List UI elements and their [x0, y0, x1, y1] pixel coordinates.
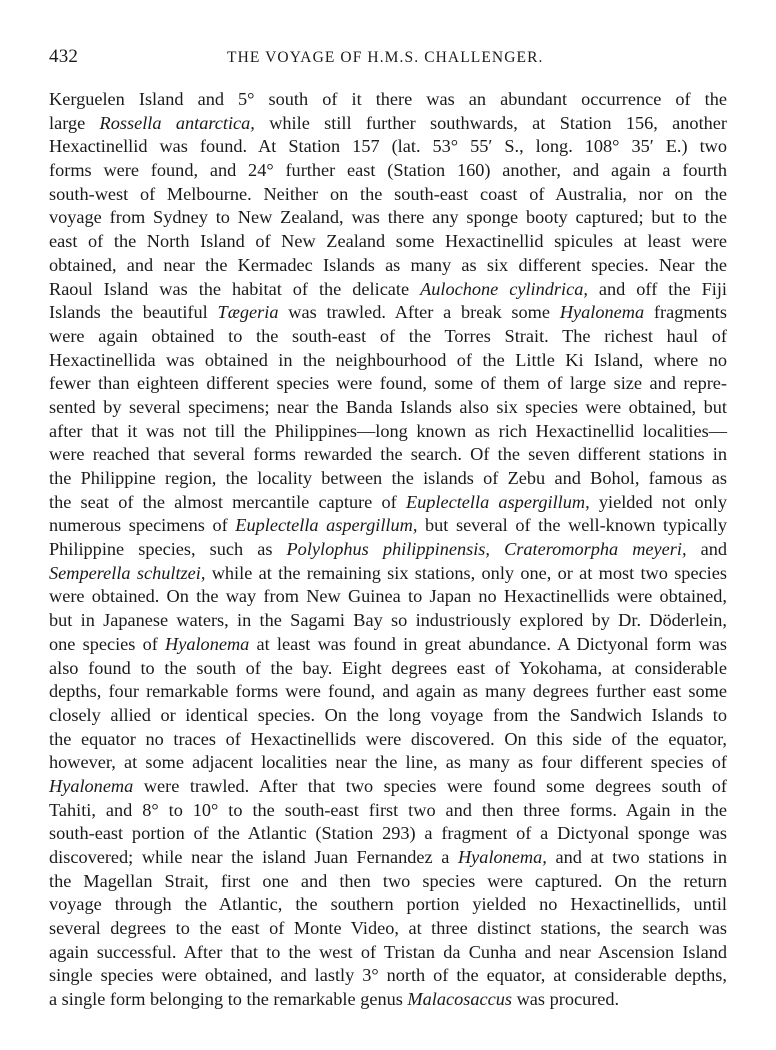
text-line	[49, 159, 727, 183]
text-line	[49, 301, 727, 325]
running-head	[49, 46, 729, 70]
text-run: were obtained. On the way from New Guinea to Japan no Hexactinellids were obtained,	[49, 586, 727, 607]
text-line	[49, 562, 727, 586]
text-run	[490, 539, 504, 559]
text-line	[49, 420, 727, 444]
text-line	[49, 799, 727, 823]
text-line	[49, 254, 727, 278]
text-run: voyage from Sydney to New Zealand, was there any sponge booty captured; but to the	[49, 207, 727, 228]
text-run: Kerguelen Island and 5° south of it there was an abundant occurrence of the	[49, 89, 727, 109]
text-line	[49, 870, 727, 894]
text-line	[49, 372, 727, 396]
italic-taxon-name: Hyalonema	[49, 775, 134, 796]
text-run: sented by several specimens; near the Banda Islands also six species were obtained, but	[49, 396, 727, 417]
text-line	[49, 514, 727, 538]
text-run: south-west of Melbourne. Neither on the south-east coast of Australia, nor on the	[49, 183, 727, 204]
text-run: discovered; while near the island Juan Fernandez a	[49, 847, 458, 867]
italic-taxon-name: Hyalonema	[165, 633, 250, 654]
text-run: single species were obtained, and lastly 3° north of the equator, at considerable depths,	[49, 965, 727, 986]
text-run: several degrees to the east of Monte Video, at three distinct stations, the search was	[49, 918, 727, 939]
text-line	[49, 657, 727, 681]
text-line	[49, 396, 727, 420]
text-line	[49, 728, 727, 752]
text-run: numerous specimens of	[49, 515, 236, 536]
text-run: fragments	[644, 302, 727, 323]
text-run: after that it was not till the Philippines—long known as rich Hexactinellid localities—	[49, 420, 727, 441]
italic-taxon-name: Tægeria	[217, 302, 279, 323]
italic-taxon-name: Hyalonema	[559, 302, 645, 323]
text-line	[49, 467, 727, 491]
text-run: and off the Fiji	[587, 278, 727, 299]
text-run: Raoul Island was the habitat of the delicate	[49, 278, 421, 299]
text-run: Islands the beautiful	[49, 302, 218, 323]
text-run: was trawled. After a break some	[278, 302, 560, 323]
text-line	[49, 964, 727, 988]
text-line	[49, 135, 727, 159]
text-line	[49, 206, 727, 230]
text-run: Philippine species, such as	[49, 539, 287, 560]
text-line	[49, 751, 727, 775]
text-run: forms were found, and 24° further east (Station 160) another, and again a fourth	[49, 160, 727, 181]
italic-taxon-name: Hyalonema,	[457, 847, 547, 867]
text-run: Tahiti, and 8° to 10° to the south-east first two and then three forms. Again in the	[49, 799, 727, 820]
text-run: again successful. After that to the west of Tristan da Cunha and near Ascension Island	[49, 941, 727, 962]
text-run: depths, four remarkable forms were found, and again as many degrees further east some	[49, 681, 727, 702]
text-line	[49, 893, 727, 917]
text-run: were trawled. After that two species were found some degrees south of	[133, 775, 727, 796]
text-line	[49, 278, 727, 302]
text-run: obtained, and near the Kermadec Islands as many as six different species. Near the	[49, 254, 727, 275]
text-run: but in Japanese waters, in the Sagami Bay so industriously explored by Dr. Döderlein,	[49, 610, 727, 631]
text-run: and	[686, 539, 727, 560]
italic-taxon-name: Polylophus philippinensis,	[286, 539, 490, 560]
text-run: east of the North Island of New Zealand some Hexactinellid spicules at least were	[49, 231, 727, 252]
text-run: one species of	[49, 633, 166, 654]
italic-taxon-name: Crateromorpha meyeri,	[504, 539, 687, 560]
text-line	[49, 183, 727, 207]
text-run: Hexactinellid was found. At Station 157 (lat. 53° 55′ S., long. 108° 35′ E.) two	[49, 136, 727, 157]
text-run: at least was found in great abundance. A Dictyonal form was	[249, 633, 727, 654]
text-run: also found to the south of the bay. Eight degrees east of Yokohama, at considerable	[49, 657, 727, 678]
text-run: the Magellan Strait, first one and then two species were captured. On the return	[49, 870, 727, 891]
text-run: were again obtained to the south-east of the Torres Strait. The richest haul of	[49, 325, 727, 346]
text-line	[49, 491, 727, 515]
text-run: south-east portion of the Atlantic (Station 293) a fragment of a Dictyonal sponge was	[49, 823, 727, 844]
italic-taxon-name: Euplectella aspergillum,	[235, 515, 418, 536]
text-line	[49, 846, 727, 870]
running-title: THE VOYAGE OF H.M.S. CHALLENGER.	[227, 49, 544, 66]
text-line	[49, 941, 727, 965]
text-line	[49, 585, 727, 609]
text-line	[49, 230, 727, 254]
text-line	[49, 112, 727, 136]
text-run: closely allied or identical species. On the long voyage from the Sandwich Islands to	[49, 704, 727, 725]
text-line	[49, 443, 727, 467]
text-run: were reached that several forms rewarded the search. Of the seven different stations in	[49, 444, 727, 465]
text-line	[49, 988, 727, 1012]
text-line	[49, 704, 727, 728]
page-number: 432	[49, 46, 79, 67]
text-run: however, at some adjacent localities near the line, as many as four different species of	[49, 752, 727, 773]
body-paragraph	[49, 88, 727, 1012]
text-line	[49, 349, 727, 373]
text-line	[49, 680, 727, 704]
text-line	[49, 609, 727, 633]
text-line	[49, 538, 727, 562]
italic-taxon-name: Rossella antarctica,	[99, 112, 255, 133]
text-run: but several of the well-known typically	[417, 515, 727, 536]
text-run: yielded not only	[589, 491, 727, 512]
text-run: fewer than eighteen different species were found, some of them of large size and repre-	[49, 373, 727, 394]
text-line	[49, 88, 727, 112]
text-run: the equator no traces of Hexactinellids were discovered. On this side of the equator,	[49, 728, 727, 749]
text-line	[49, 325, 727, 349]
text-run: was procured.	[512, 989, 620, 1010]
text-run: while still further southwards, at Station 156, another	[254, 112, 727, 133]
text-line	[49, 917, 727, 941]
text-run: large	[49, 112, 100, 133]
text-run: voyage through the Atlantic, the southern portion yielded no Hexactinellids, until	[49, 894, 727, 915]
italic-taxon-name: Aulochone cylindrica,	[420, 278, 588, 299]
text-run: the seat of the almost mercantile capture of	[49, 491, 406, 512]
text-line	[49, 775, 727, 799]
text-run: the Philippine region, the locality between the islands of Zebu and Bohol, famous as	[49, 468, 727, 488]
text-run: while at the remaining six stations, only one, or at most two species	[205, 562, 727, 583]
text-line	[49, 633, 727, 657]
italic-taxon-name: Semperella schultzei,	[49, 562, 206, 583]
italic-taxon-name: Euplectella aspergillum,	[405, 491, 590, 512]
italic-taxon-name: Malacosaccus	[407, 989, 513, 1010]
text-run: and at two stations in	[546, 847, 727, 867]
text-run: a single form belonging to the remarkable genus	[49, 989, 408, 1010]
text-run: Hexactinellida was obtained in the neighbourhood of the Little Ki Island, where no	[49, 349, 727, 370]
text-line	[49, 822, 727, 846]
